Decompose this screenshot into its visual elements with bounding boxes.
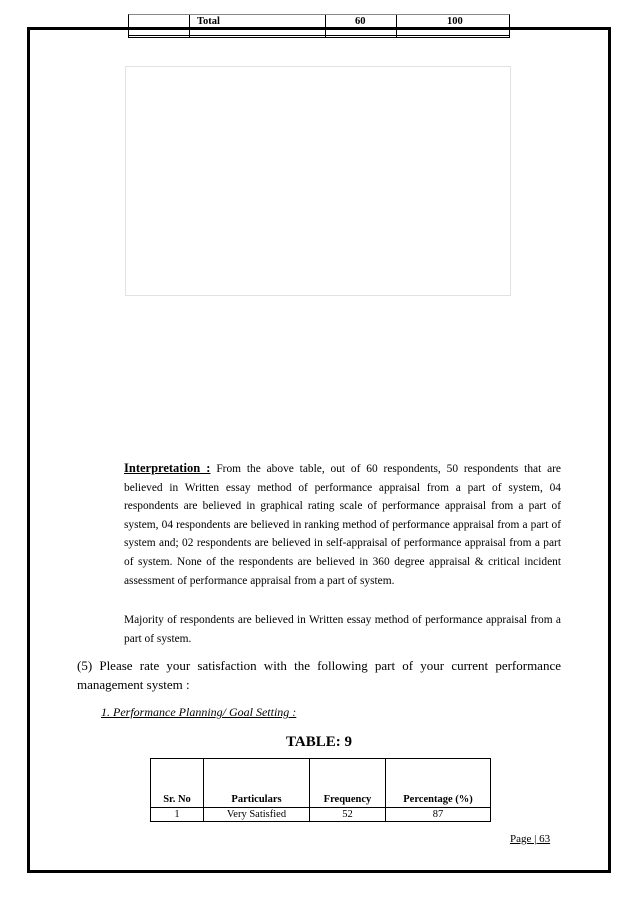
interpretation-text: From the above table, out of 60 respondents, 50 respondents that are believed in Written essay method of performance appraisal from a part of system, 04 respondents are believed in graphical rating scale of performance appraisal from a part of system, 04 respondents are believed in ranking method of performance appraisal from a part of system and; 02 respondents are believed in self-appraisal of performance appraisal from a part of system. None of the respondents are believed in 360 degree appraisal & critical incident assessment of performance appraisal from a part of system. bbox=[124, 463, 561, 587]
cell-frequency: 52 bbox=[310, 808, 386, 822]
majority-paragraph: Majority of respondents are believed in Written essay method of performance appraisal from a part of system. bbox=[124, 614, 561, 645]
header-frequency: Frequency bbox=[310, 759, 386, 808]
cell-particulars: Very Satisfied bbox=[204, 808, 310, 822]
total-percentage: 100 bbox=[447, 16, 463, 27]
header-sr-no: Sr. No bbox=[151, 759, 204, 808]
table-header-row bbox=[151, 759, 491, 808]
question-text: (5) Please rate your satisfaction with the following part of your current performance management system : bbox=[77, 658, 561, 692]
table-title: TABLE: 9 bbox=[286, 734, 352, 750]
table-row bbox=[151, 808, 491, 822]
total-frequency: 60 bbox=[355, 16, 366, 27]
interpretation-label: Interpretation : bbox=[124, 461, 211, 475]
satisfaction-table bbox=[150, 758, 491, 822]
interpretation-paragraph bbox=[124, 459, 561, 590]
page-number: Page | 63 bbox=[510, 833, 551, 845]
header-particulars: Particulars bbox=[204, 759, 310, 808]
header-percentage: Percentage (%) bbox=[386, 759, 491, 808]
total-label: Total bbox=[197, 16, 220, 27]
cell-sr-no: 1 bbox=[151, 808, 204, 822]
chart-placeholder bbox=[125, 66, 511, 296]
cell-percentage: 87 bbox=[386, 808, 491, 822]
subheading: 1. Performance Planning/ Goal Setting : bbox=[101, 705, 297, 719]
